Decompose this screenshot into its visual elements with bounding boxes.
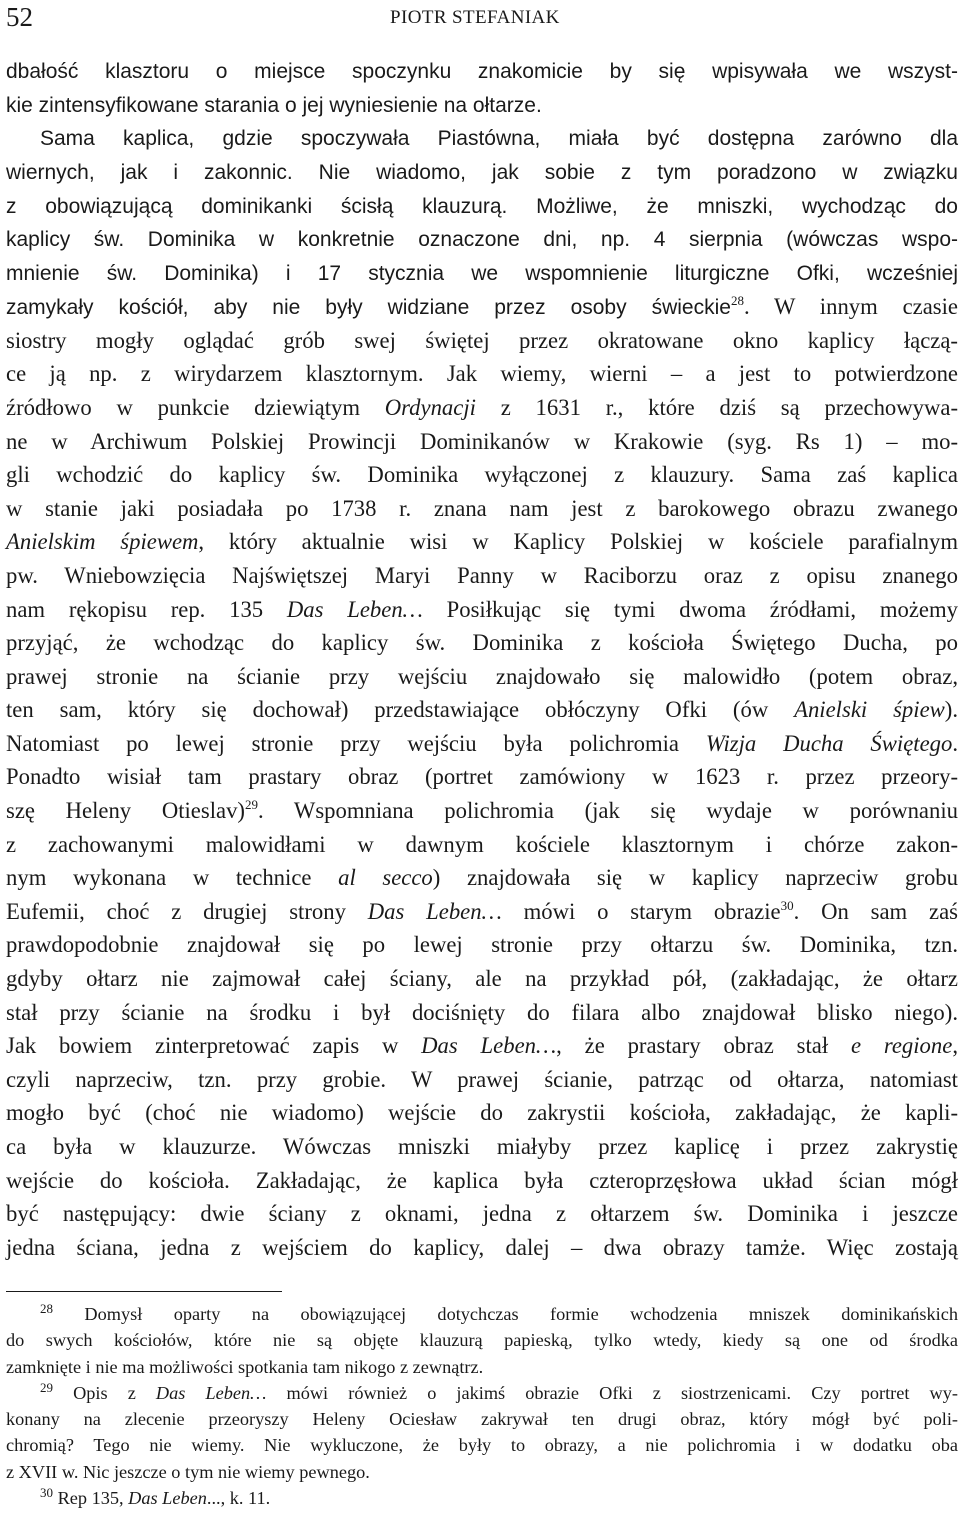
text-segment: Posiłkując się tymi dwoma źródłami, możemy <box>422 596 958 622</box>
text-segment: mówi również o jakimś obrazie Ofki z siostrzenicami. Czy portret wy- <box>266 1382 958 1403</box>
text-segment: pw. Wniebowzięcia Najświętszej Maryi Panny w Raciborzu oraz z opisu znanego <box>6 562 958 588</box>
footnote-ref-30[interactable]: 30 <box>780 897 794 913</box>
text-segment: siostry mogły oglądać grób swej świętej przez okratowane okno kaplicy łączą- <box>6 327 958 353</box>
text-segment: ce ją np. z wirydarzem klasztornym. <box>6 361 424 387</box>
text-line <box>6 760 958 794</box>
text-segment: Sama kaplica, gdzie spoczywała Piastówna, miała być dostępna zarówno dla <box>40 127 958 151</box>
text-segment: być następujący: dwie ściany z oknami, jedna z ołtarzem św. Dominika i jeszcze <box>6 1201 958 1227</box>
text-segment: wejście do kościoła. Zakładając, że kaplica była czteroprzęsłowa układ ścian mógł <box>6 1167 958 1193</box>
text-segment: ..., k. 11. <box>206 1488 271 1509</box>
text-line <box>6 593 958 627</box>
text-line <box>6 1164 958 1198</box>
text-line <box>6 156 958 190</box>
text-segment: . Wspomniana polichromia (jak się wydaje w porównaniu <box>257 798 958 824</box>
text-line <box>6 89 958 123</box>
text-segment: . On sam zaś <box>793 898 958 924</box>
footnote-number: 29 <box>40 1379 53 1395</box>
text-segment: chromią? Tego nie wiemy. Nie wykluczone, że były to obrazy, a nie polichromia i w dodatku oba <box>6 1435 958 1456</box>
italic-title: Anielski śpiew <box>794 697 945 723</box>
text-line <box>6 492 958 526</box>
text-segment: prawej stronie na ścianie przy wejściu znajdowało się malowidło (potem obraz, <box>6 663 958 689</box>
footnote-divider <box>6 1291 282 1292</box>
page-header <box>6 0 954 40</box>
text-line <box>6 895 958 929</box>
text-line <box>6 223 958 257</box>
text-segment: z zachowanymi malowidłami w dawnym kościele klasztornym i chórze zakon- <box>6 831 958 857</box>
text-segment: Jak bowiem zinterpretować zapis w <box>6 1033 422 1059</box>
text-segment: Ponadto wisiał tam prastary obraz (portret zamówiony w 1623 r. przez przeory- <box>6 764 958 790</box>
italic-title: Ordynacji <box>384 394 476 420</box>
footnote-29 <box>6 1380 958 1406</box>
text-segment: Rep 135, <box>53 1488 129 1509</box>
text-segment: . <box>952 730 958 756</box>
text-line <box>6 727 958 761</box>
footnote-ref-28[interactable]: 28 <box>730 293 744 309</box>
text-segment: Eufemii, choć z drugiej strony <box>6 898 368 924</box>
text-segment: zamykały kościół, aby nie były widziane przez osoby świeckie <box>6 296 731 320</box>
text-segment: Natomiast po lewej stronie przy wejściu była polichromia <box>6 730 706 756</box>
text-segment: kie zintensyfikowane starania o jej wyniesienie na ołtarze. <box>6 93 542 117</box>
text-segment: ten sam, który się dochował) przedstawiające obłóczyny Ofki (ów <box>6 697 795 723</box>
text-line <box>6 1029 958 1063</box>
italic-title: Anielskim śpiewem <box>6 529 199 555</box>
text-line <box>6 55 958 89</box>
text-segment: z obowiązującą dominikanki ścisłą klauzurą. <box>6 195 508 219</box>
text-segment: Opis z <box>53 1382 156 1403</box>
text-line <box>6 525 958 559</box>
body-text <box>6 55 958 1264</box>
italic-term: e regione <box>850 1033 953 1059</box>
page-number: 52 <box>6 2 33 32</box>
text-segment: dbałość klasztoru o miejsce spoczynku znakomicie by się wpisywała we wszyst- <box>6 60 958 83</box>
footnote-line <box>6 1432 958 1458</box>
text-line <box>6 962 958 996</box>
text-line <box>6 458 958 492</box>
text-line <box>6 122 958 156</box>
text-segment: gli wchodzić do kaplicy św. Dominika wyłączonej z klauzury. Sama zaś kaplica <box>6 462 958 488</box>
text-line <box>6 1096 958 1130</box>
text-segment: wiernych, jak i zakonnic. Nie wiadomo, jak sobie z tym poradzono w związku <box>6 160 958 184</box>
text-line <box>6 189 958 223</box>
text-line <box>6 660 958 694</box>
text-segment: nym wykonana w technice <box>6 865 339 891</box>
italic-title: Das Leben <box>128 1488 207 1509</box>
italic-title: Das Leben… <box>155 1382 267 1403</box>
text-segment: kaplicy św. Dominika w konkretnie oznaczone dni, np. 4 sierpnia (wówczas wspo- <box>6 227 958 251</box>
text-segment: z 1631 r. <box>475 394 618 420</box>
running-head: PIOTR STEFANIAK <box>390 7 560 28</box>
text-segment: ne w Archiwum Polskiej Prowincji Dominikanów w Krakowie (syg. Rs 1) – mo- <box>6 428 958 454</box>
text-line <box>6 425 958 459</box>
text-segment: , <box>952 1033 958 1059</box>
text-segment: z XVII w. Nic jeszcze o tym nie wiemy pewnego. <box>6 1461 370 1482</box>
text-segment: ). <box>944 697 959 723</box>
text-line <box>6 1197 958 1231</box>
footnote-line <box>6 1354 958 1380</box>
text-line <box>6 324 958 358</box>
text-segment: czyli naprzeciw, tzn. przy grobie. W prawej ścianie, patrząc od ołtarza, natomiast <box>6 1066 958 1092</box>
text-line <box>6 357 958 391</box>
text-segment: prawdopodobnie znajdował się po lewej stronie przy ołtarzu św. Dominika, tzn. <box>6 932 958 958</box>
text-segment: w stanie jaki posiadała po 1738 r. znana nam jest z barokowego obrazu zwanego <box>6 495 958 521</box>
text-line <box>6 1063 958 1097</box>
text-segment: , który aktualnie wisi w Kaplicy Polskiej w kościele parafialnym <box>198 529 958 555</box>
text-segment: przyjąć, że wchodząc do kaplicy św. Dominika z kościoła Świętego Ducha, po <box>6 630 958 656</box>
text-segment: szę Heleny Otieslav) <box>6 798 245 824</box>
italic-title: Das Leben… <box>367 898 502 924</box>
text-segment: stał przy ścianie na środku i był dociśnięty do filara albo znajdował blisko niego). <box>6 999 958 1025</box>
text-segment: nam rękopisu rep. 135 <box>6 596 287 622</box>
text-segment: mówi o starym obrazie <box>501 898 781 924</box>
text-line <box>6 290 958 324</box>
italic-title: Das Leben… <box>421 1033 557 1059</box>
text-segment: mogło być (choć nie wiadomo) wejście do zakrystii kościoła, zakładając, że kapli- <box>6 1100 958 1126</box>
footnote-number: 30 <box>40 1485 53 1501</box>
text-segment: . W innym czasie <box>743 294 958 320</box>
text-line <box>6 861 958 895</box>
text-segment: mnienie św. Dominika) i 17 stycznia we wspomnienie liturgiczne Ofki, wcześniej <box>6 261 958 285</box>
text-segment: , które dziś są przechowywa- <box>617 394 958 420</box>
text-segment: Możliwe, że mniszki, wychodząc do <box>507 195 958 219</box>
footnotes <box>6 1301 958 1511</box>
footnote-line <box>6 1459 958 1485</box>
text-line <box>6 828 958 862</box>
footnote-30 <box>6 1485 958 1511</box>
text-line <box>6 257 958 291</box>
text-segment: gdyby ołtarz nie zajmował całej ściany, ale na przykład pół, (zakładając, że ołtarz <box>6 966 958 992</box>
text-line <box>6 559 958 593</box>
footnote-28 <box>6 1301 958 1327</box>
text-segment: zamknięte i nie ma możliwości spotkania tam nikogo z zewnątrz. <box>6 1356 484 1377</box>
italic-title: Das Leben… <box>286 596 423 622</box>
footnote-number: 28 <box>40 1301 53 1316</box>
text-line <box>6 996 958 1030</box>
text-line <box>6 391 958 425</box>
text-segment: Jak wiemy, wierni – a jest to potwierdzone <box>423 361 958 387</box>
italic-term: al secco <box>338 865 433 891</box>
italic-title: Wizja Ducha Świętego <box>705 730 953 756</box>
footnote-line <box>6 1327 958 1353</box>
text-line <box>6 1231 958 1265</box>
text-segment: ) znajdowała się w kaplicy naprzeciw grobu <box>432 865 958 891</box>
text-segment: ca była w klauzurze. Wówczas mniszki miałyby przez kaplicę i przez zakrystię <box>6 1134 958 1159</box>
text-segment: do swych kościołów, które nie są objęte klauzurą papieską, tylko wtedy, kiedy są one od środka <box>6 1330 958 1351</box>
text-line <box>6 928 958 962</box>
text-segment: , że prastary obraz stał <box>556 1033 851 1059</box>
text-segment: źródłowo w punkcie dziewiątym <box>6 394 385 420</box>
footnote-ref-29[interactable]: 29 <box>244 797 258 813</box>
text-line <box>6 794 958 828</box>
text-line <box>6 1130 958 1164</box>
text-segment: konany na zlecenie przeoryszy Heleny Ociesław zakrywał ten drugi obraz, który mógł być poli- <box>6 1409 958 1430</box>
footnote-line <box>6 1406 958 1432</box>
text-segment: jedna ściana, jedna z wejściem do kaplicy, dalej – dwa obrazy tamże. Więc zostają <box>6 1234 958 1260</box>
text-segment: Domysł oparty na obowiązującej dotychczas formie wchodzenia mniszek dominikańskich <box>53 1304 958 1324</box>
text-line <box>6 693 958 727</box>
text-line <box>6 626 958 660</box>
